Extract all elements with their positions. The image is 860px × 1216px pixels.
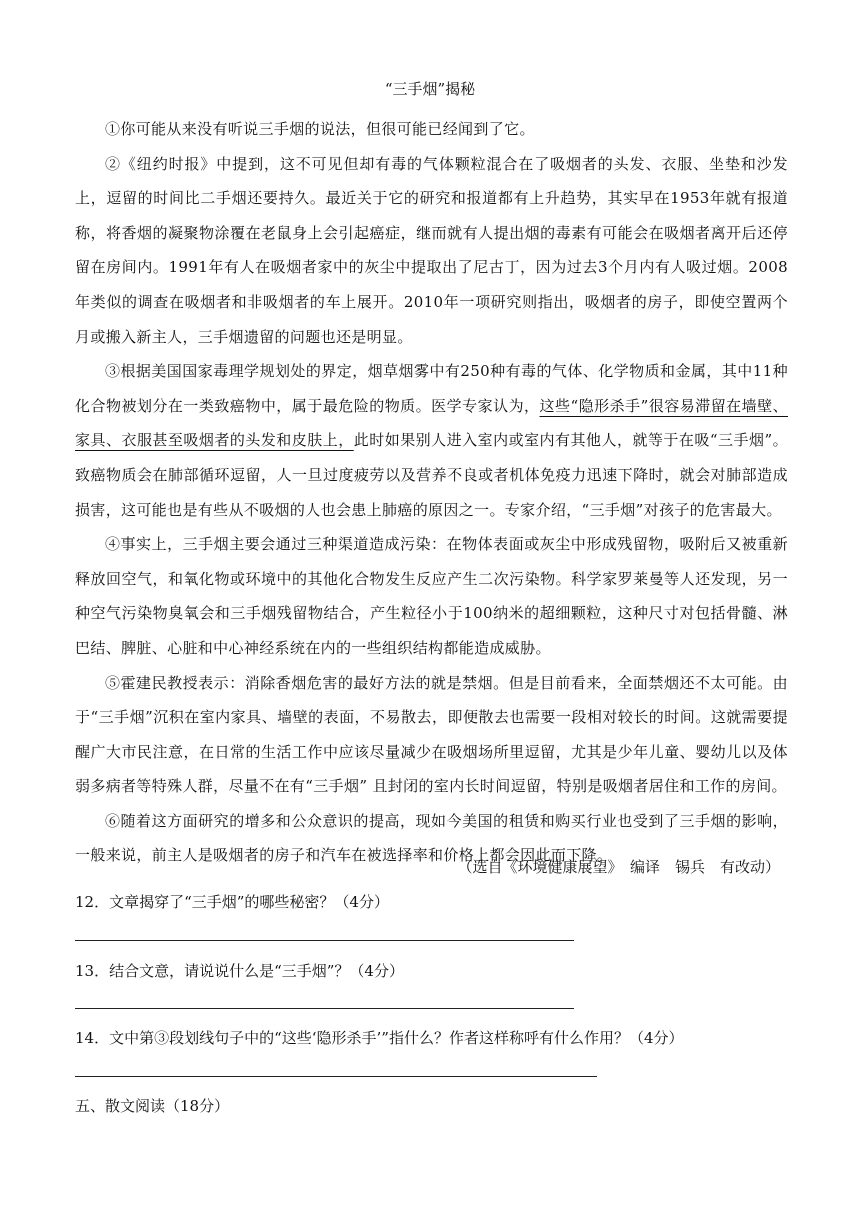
paragraph-text: ④事实上，三手烟主要会通过三种渠道造成污染：在物体表面或灰尘中形成残留物，吸附后又被重新释放回空气，和氧化物或环境中的其他化合物发生反应产生二次污染物。科学家罗莱曼等人还发现，另一种空气污染物臭氧会和三手烟残留物结合，产生粒径小于100纳米的超细颗粒，这种尺寸对包括骨髓、淋巴结、脾脏、心脏和中心神经系统在内的一些组织结构都能造成威胁。 xyxy=(75,535,788,657)
section-heading: 五、散文阅读（18分） xyxy=(75,1097,230,1115)
source-citation: （选自《环境健康展望》 编译 锡兵 有改动） xyxy=(457,858,780,876)
answer-line-12[interactable] xyxy=(75,940,574,941)
paragraph-3 xyxy=(75,354,788,527)
article-body xyxy=(75,112,788,873)
underlined-sentence: 这些“隐形杀手”很容易滞留在墙壁、家具、衣服甚至吸烟者的头发和皮肤上， xyxy=(75,396,788,450)
paragraph-4 xyxy=(75,527,788,665)
question-14: 14．文中第③段划线句子中的“这些‘隐形杀手’”指什么？作者这样称呼有什么作用？（4分） xyxy=(75,1029,684,1047)
answer-line-13[interactable] xyxy=(75,1008,574,1009)
paragraph-text: ⑥随着这方面研究的增多和公众意识的提高，现如今美国的租赁和购买行业也受到了三手烟的影响，一般来说，前主人是吸烟者的房子和汽车在被选择率和价格上都会因此而下降。 xyxy=(75,811,788,865)
question-13: 13．结合文意，请说说什么是“三手烟”？（4分） xyxy=(75,962,404,980)
paragraph-5 xyxy=(75,666,788,804)
article-title: “三手烟”揭秘 xyxy=(384,80,476,98)
answer-line-14[interactable] xyxy=(75,1076,597,1077)
question-12: 12．文章揭穿了“三手烟”的哪些秘密？（4分） xyxy=(75,893,389,911)
paragraph-text: ③根据美国国家毒理学规划处的界定，烟草烟雾中有250种有毒的气体、化学物质和金属，其中11种化合物被划分在一类致癌物中，属于最危险的物质。医学专家认为， xyxy=(75,362,788,415)
paragraph-1 xyxy=(75,112,788,147)
paragraph-text: ②《纽约时报》中提到，这不可见但却有毒的气体颗粒混合在了吸烟者的头发、衣服、坐垫和沙发上，逗留的时间比二手烟还要持久。最近关于它的研究和报道都有上升趋势，其实早在1953年就有报道称，将香烟的凝聚物涂覆在老鼠身上会引起癌症，继而就有人提出烟的毒素有可能会在吸烟者离开后还停留在房间内。1991年有人在吸烟者家中的灰尘中提取出了尼古丁，因为过去3个月内有人吸过烟。2008年类似的调查在吸烟者和非吸烟者的车上展开。2010年一项研究则指出，吸烟者的房子，即使空置两个月或搬入新主人，三手烟遗留的问题也还是明显。 xyxy=(75,154,788,346)
paragraph-text: ①你可能从来没有听说三手烟的说法，但很可能已经闻到了它。 xyxy=(105,120,535,138)
paragraph-text: ⑤霍建民教授表示：消除香烟危害的最好方法的就是禁烟。但是目前看来，全面禁烟还不太可能。由于“三手烟”沉积在室内家具、墙壁的表面，不易散去，即便散去也需要一段相对较长的时间。这就需要提醒广大市民注意，在日常的生活工作中应该尽量减少在吸烟场所里逗留，尤其是少年儿童、婴幼儿以及体弱多病者等特殊人群，尽量不在有“三手烟” 且封闭的室内长时间逗留，特别是吸烟者居住和工作的房间。 xyxy=(75,673,788,796)
paragraph-2 xyxy=(75,147,788,355)
paragraph-text: 此时如果别人进入室内或室内有其他人，就等于在吸“三手烟”。致癌物质会在肺部循环逗留，人一旦过度疲劳以及营养不良或者机体免疫力迅速下降时，就会对肺部造成损害，这可能也是有些从不吸烟的人也会患上肺癌的原因之一。专家介绍，“三手烟”对孩子的危害最大。 xyxy=(75,431,788,519)
